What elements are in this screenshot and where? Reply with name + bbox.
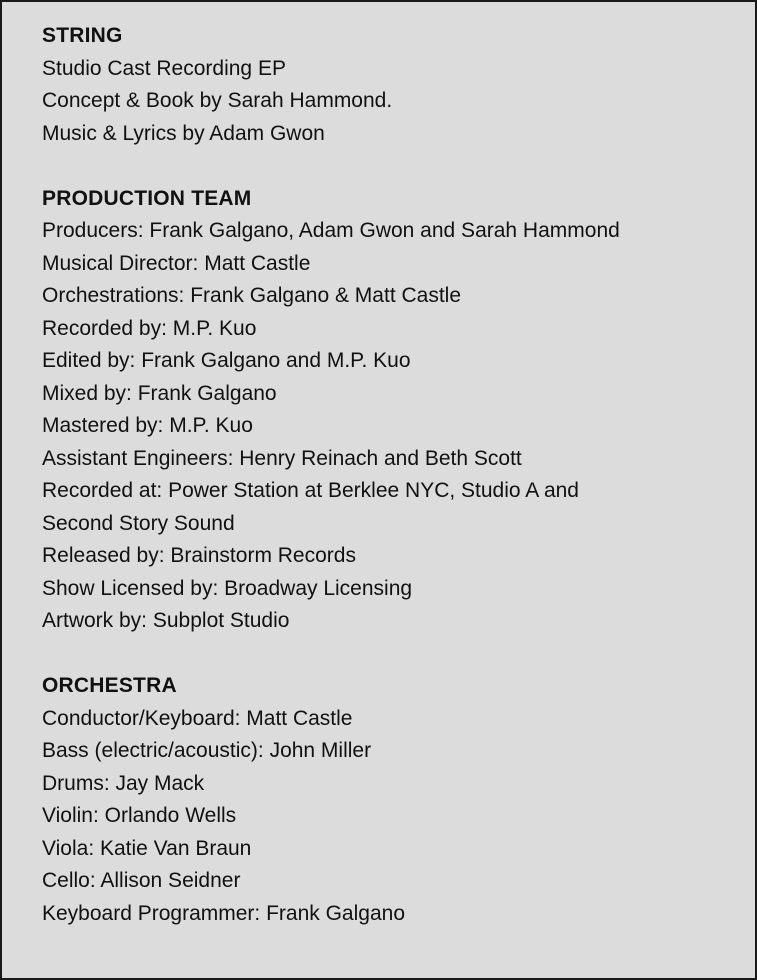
credit-line: Mixed by: Frank Galgano [42, 381, 277, 405]
credit-line: Second Story Sound [42, 511, 235, 535]
credit-line: Producers: Frank Galgano, Adam Gwon and Sarah Hammond [42, 219, 620, 242]
section-heading: ORCHESTRA [42, 674, 177, 697]
credit-line: Artwork by: Subplot Studio [42, 609, 290, 632]
credit-line: Musical Director: Matt Castle [42, 251, 311, 275]
credit-line: Keyboard Programmer: Frank Galgano [42, 901, 405, 925]
credit-line: Orchestrations: Frank Galgano & Matt Castle [42, 284, 462, 307]
credit-line: Concept & Book by Sarah Hammond. [42, 89, 393, 112]
credit-line: Recorded at: Power Station at Berklee NYC, Studio A and [42, 479, 579, 502]
credit-line: Show Licensed by: Broadway Licensing [42, 576, 413, 600]
credit-line: Violin: Orlando Wells [42, 804, 237, 827]
section-heading: STRING [42, 24, 123, 47]
credit-line: Recorded by: M.P. Kuo [42, 316, 257, 340]
credit-line: Studio Cast Recording EP [42, 56, 286, 80]
section-string [42, 20, 715, 150]
credit-line: Edited by: Frank Galgano and M.P. Kuo [42, 349, 411, 372]
credit-line: Bass (electric/acoustic): John Miller [42, 739, 372, 762]
credit-line: Mastered by: M.P. Kuo [42, 414, 253, 437]
credit-line: Released by: Brainstorm Records [42, 544, 356, 567]
section-orchestra [42, 670, 715, 930]
credit-line: Assistant Engineers: Henry Reinach and Beth Scott [42, 446, 522, 470]
credit-line: Drums: Jay Mack [42, 771, 205, 795]
section-heading: PRODUCTION TEAM [42, 186, 252, 210]
credit-line: Conductor/Keyboard: Matt Castle [42, 706, 353, 730]
section-production-team [42, 183, 715, 638]
credit-line: Viola: Katie Van Braun [42, 836, 252, 860]
credit-line: Music & Lyrics by Adam Gwon [42, 121, 325, 145]
credit-line: Cello: Allison Seidner [42, 869, 241, 892]
